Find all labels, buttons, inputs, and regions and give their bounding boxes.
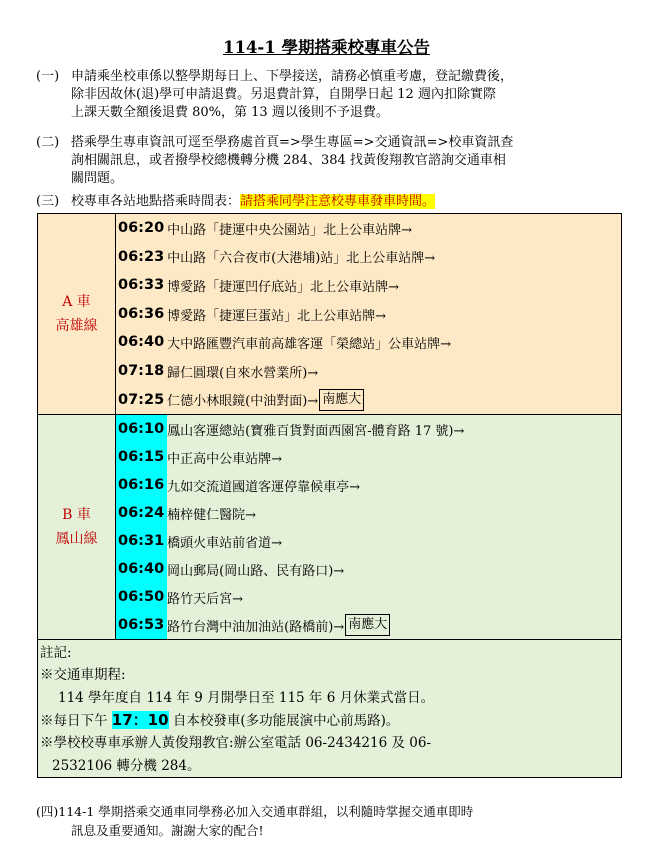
stop-time: 07:18 [118, 362, 165, 379]
route-b-stops [116, 415, 622, 640]
stop-time: 06:10 [116, 415, 167, 443]
section-3 [36, 193, 636, 211]
stop-row [116, 386, 621, 415]
stop-row [116, 243, 621, 272]
section-2 [36, 134, 636, 188]
stop-desc: 中山路「六合夜市(大港埔)站」北上公車站牌→ [167, 251, 436, 267]
section-1-line-3: 上課天數全額後退費 80%，第 13 週以後則不予退費。 [71, 105, 389, 120]
section-3-text: 校專車各站地點搭乘時間表： [71, 194, 241, 209]
notes-row [38, 640, 622, 778]
destination-box: 南應大 [345, 614, 390, 636]
section-1 [36, 68, 636, 122]
route-a-line: 高雄線 [55, 318, 98, 335]
stop-time: 06:15 [116, 443, 167, 471]
stop-desc: 鳳山客運總站(寶雅百貨對面西園宮-體育路 17 號)→ [167, 423, 465, 439]
stop-row [116, 555, 621, 583]
stop-row [116, 611, 621, 639]
stop-time: 06:40 [116, 555, 167, 583]
stop-row [116, 328, 621, 357]
route-b-line: 鳳山線 [55, 531, 98, 548]
notes-cell [38, 640, 622, 778]
stop-time: 06:31 [116, 527, 167, 555]
stop-time: 06:23 [118, 248, 165, 265]
stop-row [116, 271, 621, 300]
stop-time: 06:33 [118, 277, 165, 294]
section-1-number: (一) [36, 69, 60, 84]
stop-row [116, 214, 621, 243]
stop-row [116, 499, 621, 527]
stop-desc: 中正高中公車站牌→ [167, 451, 283, 467]
notes-contact-line-2: 2532106 轉分機 284。 [52, 757, 201, 774]
section-1-line-2: 除非因故休(退)學可申請退費。另退費計算，自開學日起 12 週內扣除實際 [71, 87, 496, 102]
section-2-number: (二) [36, 135, 60, 150]
stop-desc: 博愛路「捷運凹仔底站」北上公車站牌→ [167, 279, 400, 295]
section-2-line-1: 搭乘學生專車資訊可逕至學務處首頁=>學生專區=>交通資訊=>校車資訊查 [71, 135, 514, 150]
stop-time: 06:40 [118, 334, 165, 351]
page-title: 114-1 學期搭乘校專車公告 [222, 38, 430, 57]
destination-box: 南應大 [319, 389, 364, 411]
stop-desc: 仁德小林眼鏡(中油對面)→ [167, 394, 319, 410]
notes-departure [40, 709, 618, 732]
stop-time: 06:24 [116, 499, 167, 527]
route-a-row [38, 214, 622, 415]
route-a-name: A 車 [62, 294, 91, 311]
route-b-row [38, 415, 622, 640]
stop-desc: 博愛路「捷運巨蛋站」北上公車站牌→ [167, 308, 387, 324]
departure-time: 17：10 [111, 711, 169, 730]
notes-heading: 註記: [40, 645, 72, 662]
section-4-line-1: 114-1 學期搭乘交通車同學務必加入交通車群組，以利隨時掌握交通車即時 [58, 804, 474, 819]
stop-time: 06:20 [118, 220, 165, 236]
stop-desc: 橋頭火車站前省道→ [167, 535, 283, 551]
route-a-label [38, 214, 116, 415]
route-a-stops [116, 214, 622, 415]
stop-row [116, 471, 621, 499]
stop-desc: 路竹台灣中油加油站(路橋前)→ [167, 619, 345, 635]
section-3-highlight: 請搭乘同學注意校專車發車時間。 [240, 194, 436, 209]
stop-row [116, 415, 621, 443]
section-1-line-1: 申請乘坐校車係以整學期每日上、下學接送，請務必慎重考慮，登記繳費後， [71, 69, 514, 84]
section-4 [36, 802, 636, 840]
section-2-line-2: 詢相關訊息，或者撥學校總機轉分機 284、384 找黃俊翔教官諮詢交通車相 [71, 153, 506, 168]
departure-prefix: ※每日下午 [40, 713, 112, 730]
route-b-label [38, 415, 116, 640]
departure-suffix: 自本校發車(多功能展演中心前馬路)。 [168, 713, 400, 730]
stop-time: 06:50 [116, 583, 167, 611]
stop-desc: 路竹天后宮→ [167, 591, 244, 607]
notes-period-text: 114 學年度自 114 年 9 月開學日至 115 年 6 月休業式當日。 [58, 689, 435, 706]
route-b-name: B 車 [62, 507, 91, 524]
stop-row [116, 357, 621, 386]
stop-desc: 九如交流道國道客運停靠候車亭→ [167, 479, 361, 495]
notes-period-label: ※交通車期程: [40, 667, 126, 684]
stop-time: 06:36 [118, 305, 165, 322]
stop-desc: 中山路「捷運中央公園站」北上公車站牌→ [167, 222, 413, 238]
stop-desc: 歸仁圓環(自來水營業所)→ [167, 365, 319, 381]
stop-time: 06:53 [116, 611, 167, 639]
schedule-table [37, 213, 622, 778]
section-3-number: (三) [36, 194, 60, 209]
notes-contact-line-1: ※學校校專車承辦人黃俊翔教官:辦公室電話 06-2434216 及 06- [40, 735, 432, 752]
section-4-number: (四) [36, 804, 59, 819]
stop-desc: 大中路匯豐汽車前高雄客運「榮總站」公車站牌→ [167, 337, 452, 353]
stop-time: 06:16 [116, 471, 167, 499]
stop-desc: 岡山郵局(岡山路、民有路口)→ [167, 563, 345, 579]
section-2-line-3: 關問題。 [71, 171, 124, 186]
section-4-line-2: 訊息及重要通知。謝謝大家的配合! [71, 823, 264, 838]
stop-time: 07:25 [118, 391, 165, 408]
stop-row [116, 527, 621, 555]
stop-desc: 楠梓健仁醫院→ [167, 507, 257, 523]
stop-row [116, 300, 621, 329]
stop-row [116, 583, 621, 611]
stop-row [116, 443, 621, 471]
